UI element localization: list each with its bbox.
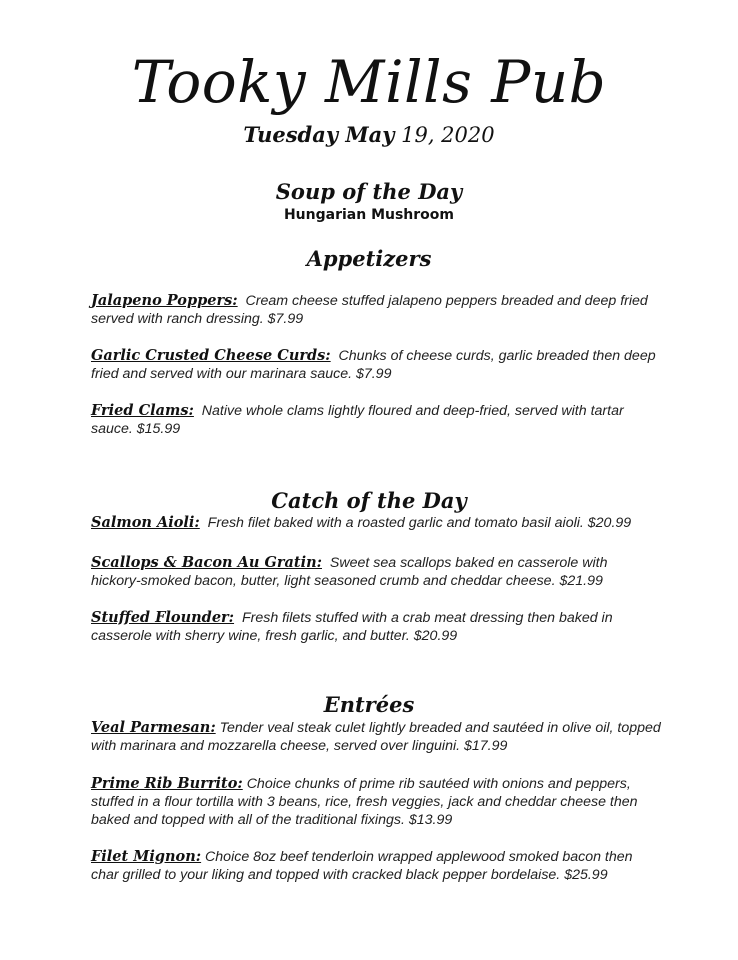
item-name: Jalapeno Poppers:	[91, 292, 238, 309]
item-name: Veal Parmesan:	[91, 719, 216, 736]
menu-item-filet-mignon	[91, 848, 661, 884]
soup-heading: Soup of the Day	[275, 179, 463, 204]
item-description: Native whole clams lightly floured and deep-fried, served with tartar sauce. $15.99	[91, 403, 624, 437]
item-description: Sweet sea scallops baked en casserole with hickory-smoked bacon, butter, light seasoned crumb and cheddar cheese. $21.99	[91, 555, 608, 589]
item-description: Choice chunks of prime rib sautéed with onions and peppers, stuffed in a flour tortilla with 3 beans, rice, fresh veggies, jack and cheddar cheese then baked and topped with all of the traditional fixings. $13.99	[91, 776, 638, 828]
menu-item-salmon-aioli	[91, 514, 661, 532]
date-number: 19, 2020	[401, 123, 495, 147]
item-name: Garlic Crusted Cheese Curds:	[91, 347, 331, 364]
item-name: Stuffed Flounder:	[91, 609, 235, 626]
soup-name: Hungarian Mushroom	[283, 207, 455, 223]
item-description: Fresh filets stuffed with a crab meat dressing then baked in casserole with sherry wine, fresh garlic, and butter. $20.99	[91, 610, 613, 644]
item-description: Choice 8oz beef tenderloin wrapped applewood smoked bacon then char grilled to your liking and topped with cracked black pepper bordelaise. $25.99	[91, 849, 633, 883]
menu-item-veal-parmesan	[91, 719, 661, 755]
menu-item-stuffed-flounder	[91, 609, 661, 645]
entrees-heading: Entrées	[323, 692, 415, 717]
item-description: Cream cheese stuffed jalapeno peppers breaded and deep fried served with ranch dressing. $7.99	[91, 293, 648, 327]
menu-item-prime-rib-burrito	[91, 775, 661, 829]
menu-date	[0, 120, 738, 150]
appetizers-heading: Appetizers	[306, 246, 432, 271]
item-description: Chunks of cheese curds, garlic breaded then deep fried and served with our marinara sauce. $7.99	[91, 348, 656, 382]
item-name: Scallops & Bacon Au Gratin:	[91, 554, 322, 571]
menu-item-cheese-curds	[91, 347, 661, 383]
catch-heading: Catch of the Day	[271, 488, 467, 513]
item-name: Filet Mignon:	[91, 848, 202, 865]
restaurant-title: Tooky Mills Pub	[131, 48, 607, 116]
menu-item-scallops-au-gratin	[91, 554, 661, 590]
menu-item-fried-clams	[91, 402, 661, 438]
item-name: Salmon Aioli:	[91, 514, 200, 531]
item-description: Fresh filet baked with a roasted garlic and tomato basil aioli. $20.99	[207, 515, 632, 531]
menu-item-jalapeno-poppers	[91, 292, 661, 328]
item-name: Prime Rib Burrito:	[91, 775, 243, 792]
date-day: Tuesday May	[243, 122, 395, 147]
item-name: Fried Clams:	[91, 402, 194, 419]
item-description: Tender veal steak culet lightly breaded and sautéed in olive oil, topped with marinara and mozzarella cheese, served over linguini. $17.99	[91, 720, 661, 754]
